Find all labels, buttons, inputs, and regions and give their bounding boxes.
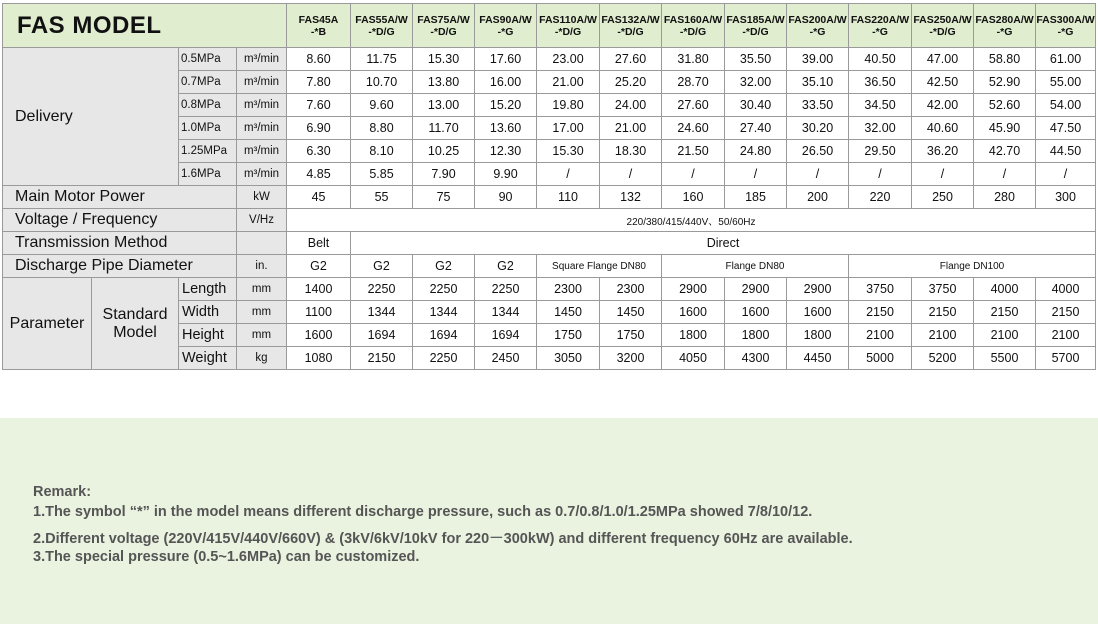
delivery-value: 25.20 [600,71,662,94]
model-suffix: -*D/G [368,25,395,38]
pressure-label: 1.25MPa [179,140,237,163]
delivery-value: / [974,163,1036,186]
motor-power-value: 132 [600,186,662,209]
pressure-label: 0.5MPa [179,48,237,71]
delivery-value: 47.50 [1036,117,1096,140]
dimension-value: 1800 [725,324,787,347]
dimension-value: 4000 [1036,278,1096,301]
unit-label: m³/min [237,117,287,140]
discharge-value: Flange DN80 [662,255,849,278]
model-suffix: -*D/G [742,25,769,38]
delivery-value: 10.70 [351,71,413,94]
delivery-value: 21.00 [537,71,600,94]
dimension-value: 1080 [287,347,351,370]
model-suffix: -*D/G [679,25,707,38]
delivery-value: 7.60 [287,94,351,117]
dimension-label: Width [179,301,237,324]
dimension-value: 2250 [413,347,475,370]
header-row [3,4,1096,48]
model-header-fas132a-w [600,4,662,48]
dimension-value: 2150 [1036,301,1096,324]
dimension-value: 1750 [600,324,662,347]
motor-power-value: 160 [662,186,725,209]
motor-power-label: Main Motor Power [3,186,237,209]
model-suffix: -*D/G [617,25,644,38]
delivery-value: 5.85 [351,163,413,186]
dimension-value: 2150 [912,301,974,324]
model-name: FAS45A [298,13,339,26]
delivery-value: 42.50 [912,71,974,94]
delivery-value: / [725,163,787,186]
unit-label: mm [237,278,287,301]
unit-label: V/Hz [237,209,287,232]
dimension-value: 1800 [787,324,849,347]
delivery-value: / [912,163,974,186]
dimension-value: 4300 [725,347,787,370]
delivery-value: 40.60 [912,117,974,140]
delivery-value: 27.60 [662,94,725,117]
parameter-label: Parameter [3,278,92,370]
dimension-value: 2100 [912,324,974,347]
dimension-value: 5700 [1036,347,1096,370]
model-name: FAS90A/W [479,13,532,26]
delivery-value: 23.00 [537,48,600,71]
dimension-value: 1450 [600,301,662,324]
dimension-value: 2300 [537,278,600,301]
motor-power-value: 185 [725,186,787,209]
dimension-value: 2100 [974,324,1036,347]
dimension-value: 1100 [287,301,351,324]
delivery-value: 30.20 [787,117,849,140]
remark-line-1: 1.The symbol “*” in the model means different discharge pressure, such as 0.7/0.8/1.0/1.25MPa showed 7/8/10/12. [33,504,813,520]
delivery-value: 52.90 [974,71,1036,94]
model-name: FAS200A/W [788,13,847,26]
delivery-value: 13.00 [413,94,475,117]
remark-title: Remark: [33,484,92,500]
transmission-row [3,232,1096,255]
model-name: FAS132A/W [601,13,660,26]
delivery-value: 27.40 [725,117,787,140]
model-name: FAS220A/W [850,13,910,26]
delivery-value: 24.60 [662,117,725,140]
delivery-value: 21.00 [600,117,662,140]
delivery-value: 54.00 [1036,94,1096,117]
voltage-label: Voltage / Frequency [3,209,237,232]
unit-label: kW [237,186,287,209]
dimension-label: Height [179,324,237,347]
model-label: Model [113,323,157,341]
delivery-value: 40.50 [849,48,912,71]
model-name: FAS250A/W [913,13,972,26]
delivery-value: 28.70 [662,71,725,94]
discharge-value: G2 [413,255,475,278]
motor-power-value: 250 [912,186,974,209]
unit-label: m³/min [237,71,287,94]
dimension-value: 2450 [475,347,537,370]
unit-label: m³/min [237,163,287,186]
dimension-value: 1344 [475,301,537,324]
discharge-row [3,255,1096,278]
motor-power-value: 55 [351,186,413,209]
model-header-fas220a-w [849,4,912,48]
delivery-value: 26.50 [787,140,849,163]
delivery-value: 9.90 [475,163,537,186]
parameter-row [3,278,1096,301]
delivery-value: 15.30 [537,140,600,163]
pressure-label: 1.0MPa [179,117,237,140]
motor-power-value: 200 [787,186,849,209]
motor-power-value: 75 [413,186,475,209]
delivery-value: 31.80 [662,48,725,71]
standard-model-label [92,278,179,370]
delivery-value: 36.50 [849,71,912,94]
pressure-label: 0.8MPa [179,94,237,117]
dimension-value: 1800 [662,324,725,347]
pressure-label: 1.6MPa [179,163,237,186]
model-name: FAS300A/W [1036,13,1095,26]
dimension-value: 4450 [787,347,849,370]
delivery-value: 45.90 [974,117,1036,140]
delivery-value: / [662,163,725,186]
dimension-value: 1600 [725,301,787,324]
delivery-value: 19.80 [537,94,600,117]
delivery-value: 17.60 [475,48,537,71]
delivery-value: 8.80 [351,117,413,140]
dimension-value: 2250 [351,278,413,301]
delivery-value: / [849,163,912,186]
transmission-label: Transmission Method [3,232,237,255]
model-suffix: -*G [809,25,826,38]
voltage-row [3,209,1096,232]
delivery-value: 29.50 [849,140,912,163]
dimension-value: 4050 [662,347,725,370]
pressure-label: 0.7MPa [179,71,237,94]
unit-label: in. [237,255,287,278]
model-suffix: -*G [872,25,888,38]
dimension-value: 2900 [725,278,787,301]
dimension-value: 2250 [413,278,475,301]
dimension-value: 3750 [849,278,912,301]
motor-power-value: 90 [475,186,537,209]
model-name: FAS75A/W [417,13,470,26]
delivery-value: 44.50 [1036,140,1096,163]
delivery-value: 34.50 [849,94,912,117]
delivery-value: 42.00 [912,94,974,117]
delivery-value: 18.30 [600,140,662,163]
delivery-value: 12.30 [475,140,537,163]
discharge-value: G2 [475,255,537,278]
delivery-value: 30.40 [725,94,787,117]
model-name: FAS160A/W [663,13,723,26]
delivery-value: 7.90 [413,163,475,186]
delivery-value: 52.60 [974,94,1036,117]
dimension-value: 3200 [600,347,662,370]
delivery-value: 32.00 [725,71,787,94]
dimension-value: 1600 [287,324,351,347]
model-name: FAS55A/W [355,13,408,26]
delivery-value: 10.25 [413,140,475,163]
dimension-value: 5200 [912,347,974,370]
delivery-value: / [600,163,662,186]
model-header-fas300a-w [1036,4,1096,48]
model-suffix: -*G [1057,25,1074,38]
model-name: FAS280A/W [975,13,1034,26]
dimension-value: 4000 [974,278,1036,301]
dimension-value: 1600 [787,301,849,324]
delivery-value: 17.00 [537,117,600,140]
delivery-value: 42.70 [974,140,1036,163]
unit-label: mm [237,301,287,324]
model-suffix: -*D/G [554,25,582,38]
dimension-value: 1694 [413,324,475,347]
delivery-value: 16.00 [475,71,537,94]
model-name: FAS110A/W [539,13,597,26]
delivery-value: 33.50 [787,94,849,117]
model-suffix: -*G [996,25,1013,38]
dimension-value: 3750 [912,278,974,301]
delivery-value: 6.30 [287,140,351,163]
motor-power-row [3,186,1096,209]
model-header-fas45a [287,4,351,48]
unit-label [237,232,287,255]
discharge-value: Flange DN100 [849,255,1096,278]
delivery-value: 24.80 [725,140,787,163]
motor-power-value: 45 [287,186,351,209]
unit-label: m³/min [237,140,287,163]
delivery-value: 7.80 [287,71,351,94]
delivery-value: 24.00 [600,94,662,117]
dimension-value: 1750 [537,324,600,347]
dimension-value: 2100 [1036,324,1096,347]
delivery-value: 13.80 [413,71,475,94]
delivery-value: 8.60 [287,48,351,71]
delivery-value: / [787,163,849,186]
model-header-fas110a-w [537,4,600,48]
dimension-value: 1344 [413,301,475,324]
delivery-value: 11.70 [413,117,475,140]
discharge-value: Square Flange DN80 [537,255,662,278]
delivery-value: 35.50 [725,48,787,71]
dimension-value: 5500 [974,347,1036,370]
discharge-value: G2 [287,255,351,278]
model-suffix: -*G [497,25,514,38]
delivery-value: 15.30 [413,48,475,71]
model-header-fas160a-w [662,4,725,48]
delivery-value: 4.85 [287,163,351,186]
dimension-label: Length [179,278,237,301]
discharge-label: Discharge Pipe Diameter [3,255,237,278]
dimension-value: 1344 [351,301,413,324]
unit-label: mm [237,324,287,347]
delivery-value: 32.00 [849,117,912,140]
model-suffix: -*D/G [430,25,457,38]
dimension-value: 2300 [600,278,662,301]
delivery-value: 9.60 [351,94,413,117]
dimension-value: 1600 [662,301,725,324]
model-header-fas90a-w [475,4,537,48]
delivery-row [3,48,1096,71]
remark-panel [0,418,1098,624]
spec-table [2,3,1096,370]
delivery-value: 47.00 [912,48,974,71]
dimension-value: 2900 [662,278,725,301]
motor-power-value: 110 [537,186,600,209]
discharge-value: G2 [351,255,413,278]
dimension-value: 1400 [287,278,351,301]
dimension-value: 1450 [537,301,600,324]
dimension-value: 2250 [475,278,537,301]
motor-power-value: 220 [849,186,912,209]
model-header-fas280a-w [974,4,1036,48]
remark-line-3: 3.The special pressure (0.5~1.6MPa) can be customized. [33,549,420,565]
remark-line-2: 2.Different voltage (220V/415V/440V/660V) & (3kV/6kV/10kV for 220－300kW) and different frequency 60Hz are available. [33,531,853,547]
dimension-value: 2100 [849,324,912,347]
model-name: FAS185A/W [726,13,785,26]
motor-power-value: 300 [1036,186,1096,209]
delivery-value: 13.60 [475,117,537,140]
delivery-value: 36.20 [912,140,974,163]
dimension-value: 2150 [351,347,413,370]
model-suffix: -*D/G [929,25,956,38]
motor-power-value: 280 [974,186,1036,209]
dimension-value: 5000 [849,347,912,370]
delivery-label: Delivery [3,48,179,186]
model-header-fas185a-w [725,4,787,48]
delivery-value: 35.10 [787,71,849,94]
delivery-value: 58.80 [974,48,1036,71]
dimension-value: 1694 [351,324,413,347]
delivery-value: / [537,163,600,186]
model-suffix: -*B [310,25,327,38]
delivery-value: 61.00 [1036,48,1096,71]
transmission-belt: Belt [287,232,351,255]
dimension-value: 3050 [537,347,600,370]
delivery-value: 39.00 [787,48,849,71]
model-header-fas75a-w [413,4,475,48]
table-title: FAS MODEL [3,4,287,48]
voltage-value: 220/380/415/440V、50/60Hz [287,209,1096,232]
model-header-fas250a-w [912,4,974,48]
delivery-value: 21.50 [662,140,725,163]
delivery-value: 15.20 [475,94,537,117]
model-header-fas200a-w [787,4,849,48]
delivery-value: 6.90 [287,117,351,140]
spec-table-body [3,4,1096,370]
dimension-label: Weight [179,347,237,370]
unit-label: kg [237,347,287,370]
dimension-value: 2150 [974,301,1036,324]
unit-label: m³/min [237,48,287,71]
delivery-value: / [1036,163,1096,186]
standard-label: Standard [102,305,168,323]
dimension-value: 2900 [787,278,849,301]
dimension-value: 2150 [849,301,912,324]
model-header-fas55a-w [351,4,413,48]
unit-label: m³/min [237,94,287,117]
dimension-value: 1694 [475,324,537,347]
transmission-direct: Direct [351,232,1096,255]
delivery-value: 8.10 [351,140,413,163]
delivery-value: 27.60 [600,48,662,71]
delivery-value: 11.75 [351,48,413,71]
delivery-value: 55.00 [1036,71,1096,94]
